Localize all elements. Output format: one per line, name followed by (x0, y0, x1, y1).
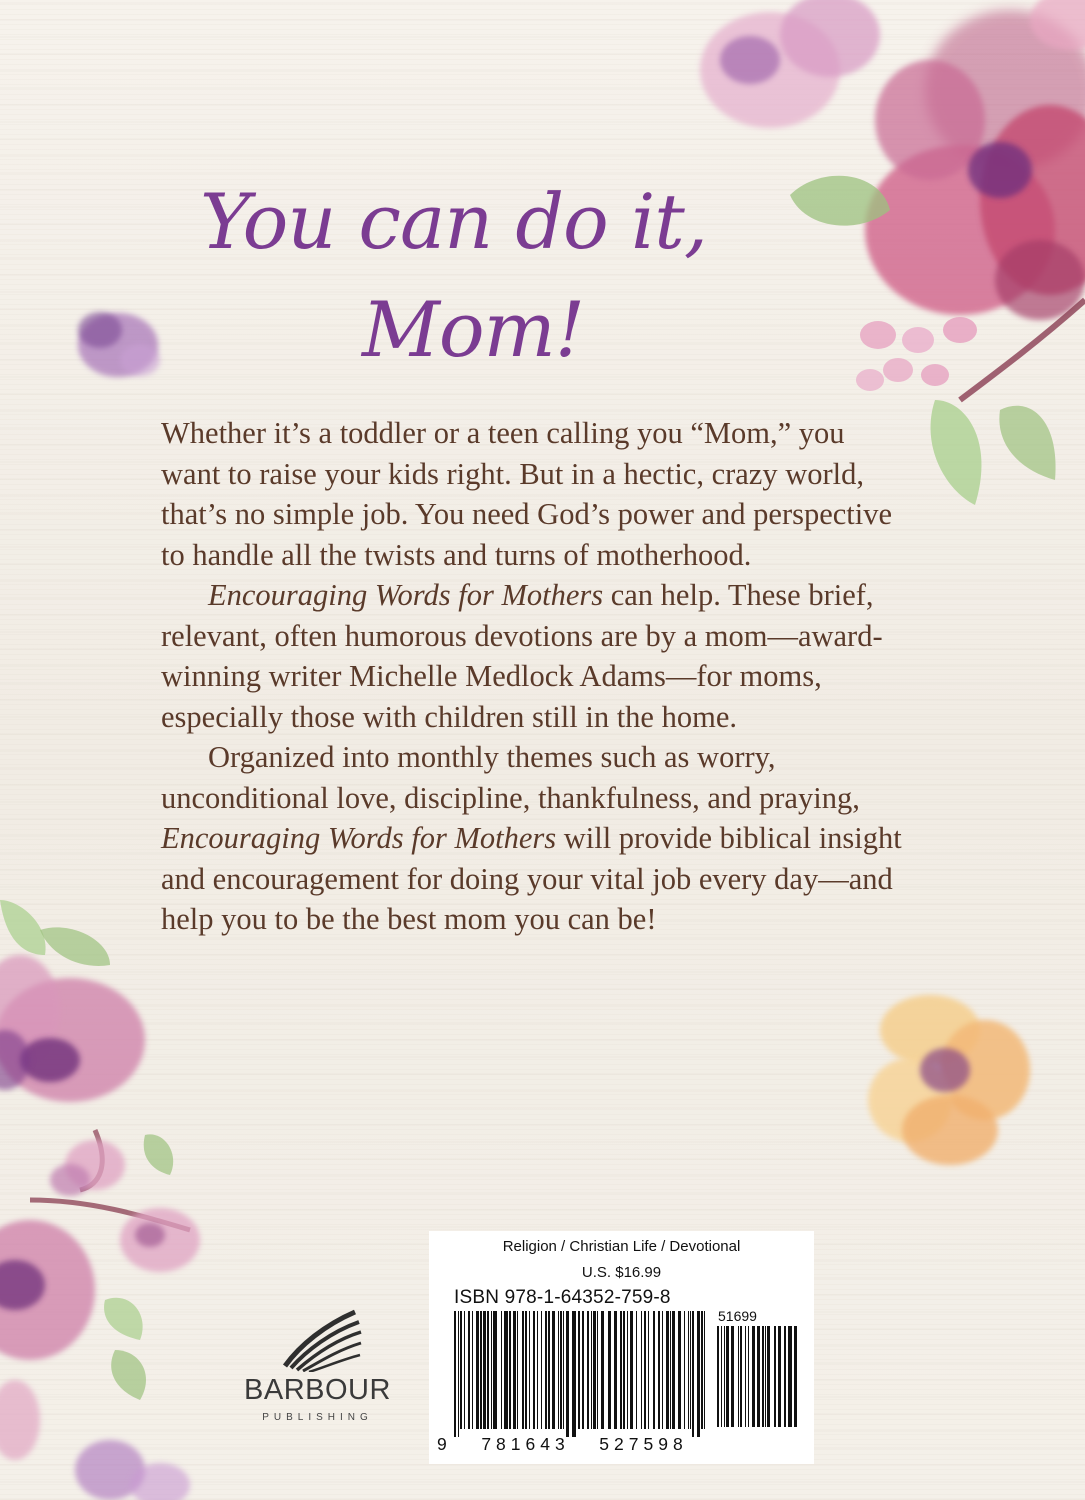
barcode-bar (529, 1311, 530, 1429)
barcode-bar (745, 1326, 746, 1427)
barcode-panel (429, 1231, 814, 1464)
barcode-bar (591, 1311, 592, 1429)
open-book-icon (225, 1300, 410, 1372)
blurb-paragraph-3 (161, 737, 906, 940)
barcode-bar (522, 1311, 524, 1429)
barcode-bar (509, 1311, 511, 1429)
addon-barcode (717, 1326, 797, 1435)
barcode-bar (582, 1311, 584, 1429)
publisher-name: BARBOUR (244, 1374, 391, 1406)
publisher-logo (225, 1300, 410, 1423)
barcode-bar (684, 1311, 685, 1429)
barcode-bar (666, 1311, 669, 1429)
barcode-bar (548, 1311, 550, 1429)
headline-line-2: Mom! (362, 285, 585, 374)
barcode-bar (717, 1326, 719, 1427)
barcode-bar (597, 1311, 598, 1429)
barcode-bar (721, 1326, 722, 1427)
barcode-bar (513, 1311, 516, 1429)
barcode-bar (630, 1311, 633, 1429)
publisher-subtitle: PUBLISHING (262, 1412, 373, 1423)
blurb (161, 413, 906, 940)
barcode-bar (644, 1311, 646, 1429)
barcode-bar (692, 1311, 694, 1437)
barcode-bar (541, 1311, 542, 1429)
bisac-category: Religion / Christian Life / Devotional (502, 1238, 741, 1255)
barcode-bar (662, 1311, 663, 1429)
barcode-bar (636, 1311, 637, 1429)
barcode-bar (670, 1311, 671, 1429)
barcode-bar (464, 1311, 465, 1429)
barcode-bar (560, 1311, 562, 1429)
barcode-bar (623, 1311, 625, 1429)
barcode-bar (504, 1311, 508, 1429)
barcode-bar (620, 1311, 622, 1429)
barcode-bar (752, 1326, 755, 1427)
barcode-bar (501, 1311, 502, 1429)
isbn: ISBN 978-1-64352-759-8 (454, 1287, 671, 1308)
barcode-bar (614, 1311, 617, 1429)
barcode-bar (653, 1311, 655, 1429)
barcode-bar (738, 1326, 739, 1427)
barcode-bar (566, 1311, 569, 1437)
barcode-bar (454, 1311, 456, 1437)
barcode-bar (533, 1311, 535, 1429)
book-title: Encouraging Words for Mothers (208, 578, 604, 612)
barcode-bar (558, 1311, 559, 1429)
barcode-bar (757, 1326, 760, 1427)
barcode-bar (472, 1311, 473, 1429)
barcode-bar (578, 1311, 580, 1429)
isbn-barcode (454, 1311, 709, 1437)
headline (200, 168, 820, 384)
barcode-bar (525, 1311, 527, 1429)
barcode-bar (491, 1311, 492, 1429)
barcode-bar (794, 1326, 797, 1427)
barcode-bar (601, 1311, 604, 1429)
barcode-bar (458, 1311, 459, 1437)
blurb-paragraph-3-start: Organized into monthly themes such as worry, unconditional love, discipline, thankfulness, and praying, (161, 740, 860, 815)
barcode-bar (678, 1311, 681, 1429)
blurb-paragraph-1: Whether it’s a toddler or a teen calling you “Mom,” you want to raise your kids right. But in a hectic, crazy world, that’s no simple job. You need God’s power and perspective to handle all the twists and turns of motherhood. (161, 416, 893, 572)
blurb-paragraph-2-text: can help. These brief, relevant, often humorous devotions are by a mom—award-winning writer Michelle Medlock Adams—for moms, especially those with children still in the home. (161, 578, 883, 734)
barcode-bar (774, 1326, 776, 1427)
barcode-bar (731, 1326, 734, 1427)
blurb-paragraph-3-text: will provide biblical insight and encouragement for doing your vital job every day—and help you to be the best mom you can be! (161, 821, 902, 936)
barcode-bar (672, 1311, 675, 1429)
barcode-bar (483, 1311, 486, 1429)
price: U.S. $16.99 (581, 1264, 662, 1281)
barcode-bar (697, 1311, 700, 1437)
barcode-bar (537, 1311, 538, 1429)
barcode-bar (641, 1311, 642, 1429)
barcode-bar (704, 1311, 705, 1429)
small-flower-left-icon (78, 312, 160, 377)
barcode-bar (788, 1326, 792, 1427)
barcode-bar (552, 1311, 555, 1429)
barcode-bar (593, 1311, 596, 1429)
barcode-bar (688, 1311, 689, 1429)
book-title: Encouraging Words for Mothers (161, 821, 557, 855)
barcode-bar (493, 1311, 497, 1429)
barcode-bar (724, 1326, 725, 1427)
barcode-bar (778, 1326, 781, 1427)
flower-bottom-left-icon (0, 900, 200, 1500)
barcode-bar (563, 1311, 564, 1429)
peach-flower-icon (868, 995, 1030, 1165)
barcode-bar (765, 1326, 766, 1427)
barcode-bar (690, 1311, 691, 1429)
barcode-bar (762, 1326, 764, 1427)
barcode-bar (468, 1311, 470, 1429)
barcode-bar (476, 1311, 479, 1429)
barcode-bar (487, 1311, 489, 1429)
barcode-bar (648, 1311, 649, 1429)
barcode-bar (460, 1311, 462, 1429)
barcode-bar (608, 1311, 611, 1429)
barcode-bar (517, 1311, 518, 1429)
barcode-bar (572, 1311, 576, 1437)
barcode-bar (767, 1326, 770, 1427)
price-addon-code: 51699 (718, 1308, 757, 1324)
barcode-bar (748, 1326, 749, 1427)
blurb-paragraph-2 (161, 575, 906, 737)
barcode-bar (740, 1326, 742, 1427)
barcode-bar (701, 1311, 703, 1429)
barcode-bar (545, 1311, 547, 1429)
barcode-digits: 9 781643 527598 (437, 1434, 688, 1454)
headline-line-1: You can do it, (200, 177, 707, 266)
barcode-bar (587, 1311, 589, 1429)
barcode-bar (658, 1311, 660, 1429)
barcode-bar (627, 1311, 628, 1429)
barcode-bar (726, 1326, 729, 1427)
barcode-bar (480, 1311, 482, 1429)
barcode-bar (784, 1326, 786, 1427)
